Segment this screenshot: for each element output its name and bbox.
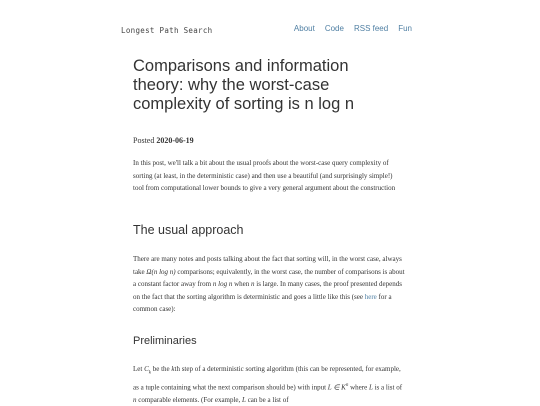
section-heading-preliminaries: Preliminaries [133, 335, 197, 347]
math-n: n [251, 280, 255, 288]
post-date-line [133, 136, 194, 145]
math-omega: Ω(n log n) [146, 267, 176, 276]
nav-fun-link[interactable]: Fun [398, 24, 412, 33]
math-nlogn: n log n [212, 280, 233, 288]
here-link[interactable]: here [364, 292, 377, 301]
preliminaries-paragraph: Let $C_k$ be the kth step of a deterministic sorting algorithm (this can be represented, for example, as a tuple containing what the next comparison should be) with input L ∈ $K^n$ where L is a list of n comparable elements. (For example, L can be a list of [133, 365, 403, 404]
post-title: Comparisons and information theory: why the worst-case complexity of sorting is n log n [133, 57, 355, 113]
usual-approach-paragraph: There are many notes and posts talking about the fact that sorting will, in the worst case, always take Ω(n log n) comparisons; equivalently, in the worst case, the number of comparisons is about a constant factor away from n log n when n is large. In many cases, the proof presented depends on the fact that the sorting algorithm is deterministic and goes a little like this (see here for a common case): [133, 255, 405, 313]
nav-code-link[interactable]: Code [324, 24, 344, 33]
nav-rss-link[interactable]: RSS feed [353, 24, 389, 33]
nav-about-link[interactable]: About [293, 24, 315, 33]
intro-paragraph: In this post, we'll talk a bit about the usual proofs about the worst-case query complexity of sorting (at least, in the deterministic case) and then use a beautiful (and surprisingly simple!) tool from computational lower bounds to give a very general argument about the construction [133, 159, 396, 192]
site-title[interactable]: Longest Path Search [121, 26, 213, 35]
posted-label: Posted [133, 136, 155, 145]
post-date: 2020-06-19 [156, 136, 194, 145]
top-nav [294, 24, 412, 33]
section-heading-usual-approach: The usual approach [133, 223, 244, 237]
